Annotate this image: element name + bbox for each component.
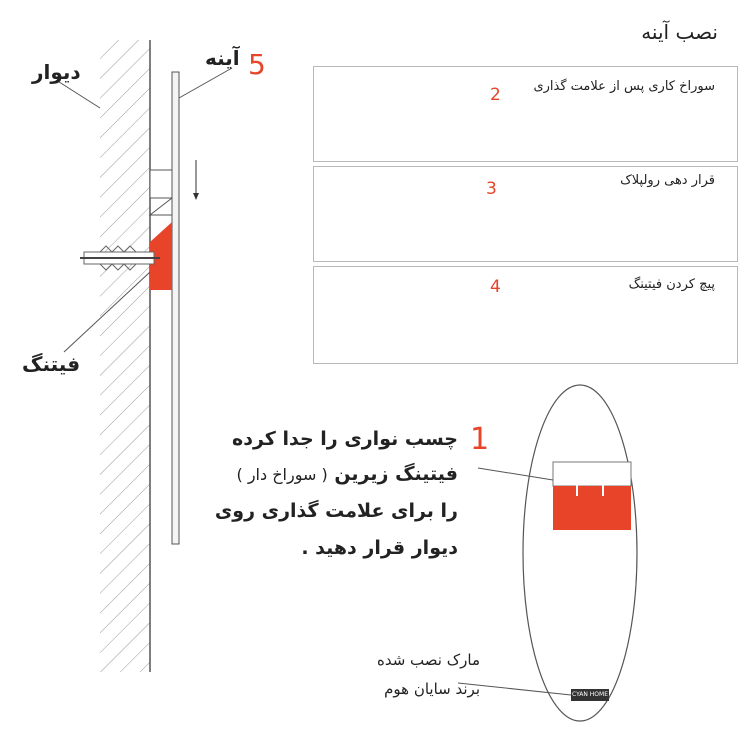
mirror-label: آینه — [205, 46, 240, 70]
step-three-number: 3 — [486, 179, 497, 199]
step-four-caption: پیچ کردن فیتینگ — [628, 277, 715, 292]
brand-tag: CYAN HOME — [572, 691, 608, 698]
step-panel-three — [313, 166, 738, 262]
step-two-number: 2 — [490, 85, 501, 105]
page-title: نصب آینه — [641, 20, 718, 44]
mirror-panel — [172, 68, 232, 544]
step-five-number: 5 — [248, 48, 266, 81]
instruction-line-4: دیوار قرار دهید . — [301, 537, 458, 559]
wall-leader — [56, 80, 100, 108]
brand-note-line-1: مارک نصب شده — [376, 651, 480, 669]
wall-section — [100, 40, 150, 672]
instruction-line-2-main: فیتینگ زیرین — [334, 463, 458, 485]
step-four-number: 4 — [490, 277, 501, 297]
brand-note-line-2: برند سایان هوم — [384, 680, 480, 698]
step-panel-two — [313, 66, 738, 162]
fitting-label: فیتنگ — [22, 352, 81, 376]
step-three-caption: قرار دهی رولپلاک — [620, 173, 715, 188]
step-one-number: 1 — [470, 422, 490, 457]
step-panel-four — [313, 266, 738, 364]
instruction-line-3: را برای علامت گذاری روی — [214, 500, 458, 522]
instruction-line-2 — [236, 463, 458, 485]
instruction-line-1: چسب نواری را جدا کرده — [232, 428, 458, 450]
wall-label: دیوار — [32, 60, 81, 84]
instruction-line-2-paren: ( سوراخ دار ) — [236, 465, 328, 484]
step-two-caption: سوراخ کاری پس از علامت گذاری — [533, 79, 715, 94]
